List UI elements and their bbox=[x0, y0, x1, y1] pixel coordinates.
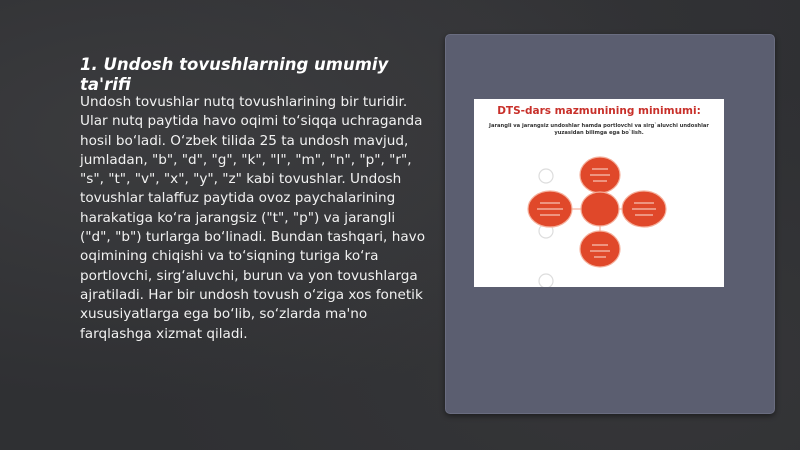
circle-diagram bbox=[474, 99, 724, 287]
picture-title: DTS-dars mazmunining minimumi: bbox=[497, 105, 701, 117]
diagram-circle-center bbox=[581, 192, 619, 226]
watermark-swirls bbox=[539, 169, 553, 287]
diagram-circle-bottom bbox=[580, 231, 620, 267]
slide-body-text: Undosh tovushlar nutq tovushlarining bir turidir. Ular nutq paytida havo oqimi to‘siqqa uchraganda hosil bo‘ladi. O‘zbek tilida 25 ta undosh mavjud, jumladan, "b", "d", "g", "k", "l", "m", "n", "p", "r", "s", "t", "v", "x", "y", "z" kabi tovushlar. Undosh tovushlar talaffuz paytida ovoz paychalarining harakatiga ko‘ra jarangsiz ("t", "p") va jarangli ("d", "b") turlarga bo‘linadi. Bundan tashqari, havo oqimining chiqishi va to‘siqning turiga ko‘ra portlovchi, sirg‘aluvchi, burun va yon tovushlarga ajratiladi. Har bir undosh tovush o‘ziga xos fonetik xususiyatlarga ega bo‘lib, so‘zlarda ma'no farqlashga xizmat qiladi. bbox=[80, 94, 426, 342]
picture-subtitle: Jarangli va jarangsiz undoshlar hamda portlovchi va sirg`aluvchi undoshlar yuzasidan bilimga ega bo`lish. bbox=[489, 123, 709, 136]
lesson-diagram-picture bbox=[474, 99, 724, 287]
slide-heading: 1. Undosh tovushlarning umumiy ta'rifi bbox=[80, 55, 389, 94]
